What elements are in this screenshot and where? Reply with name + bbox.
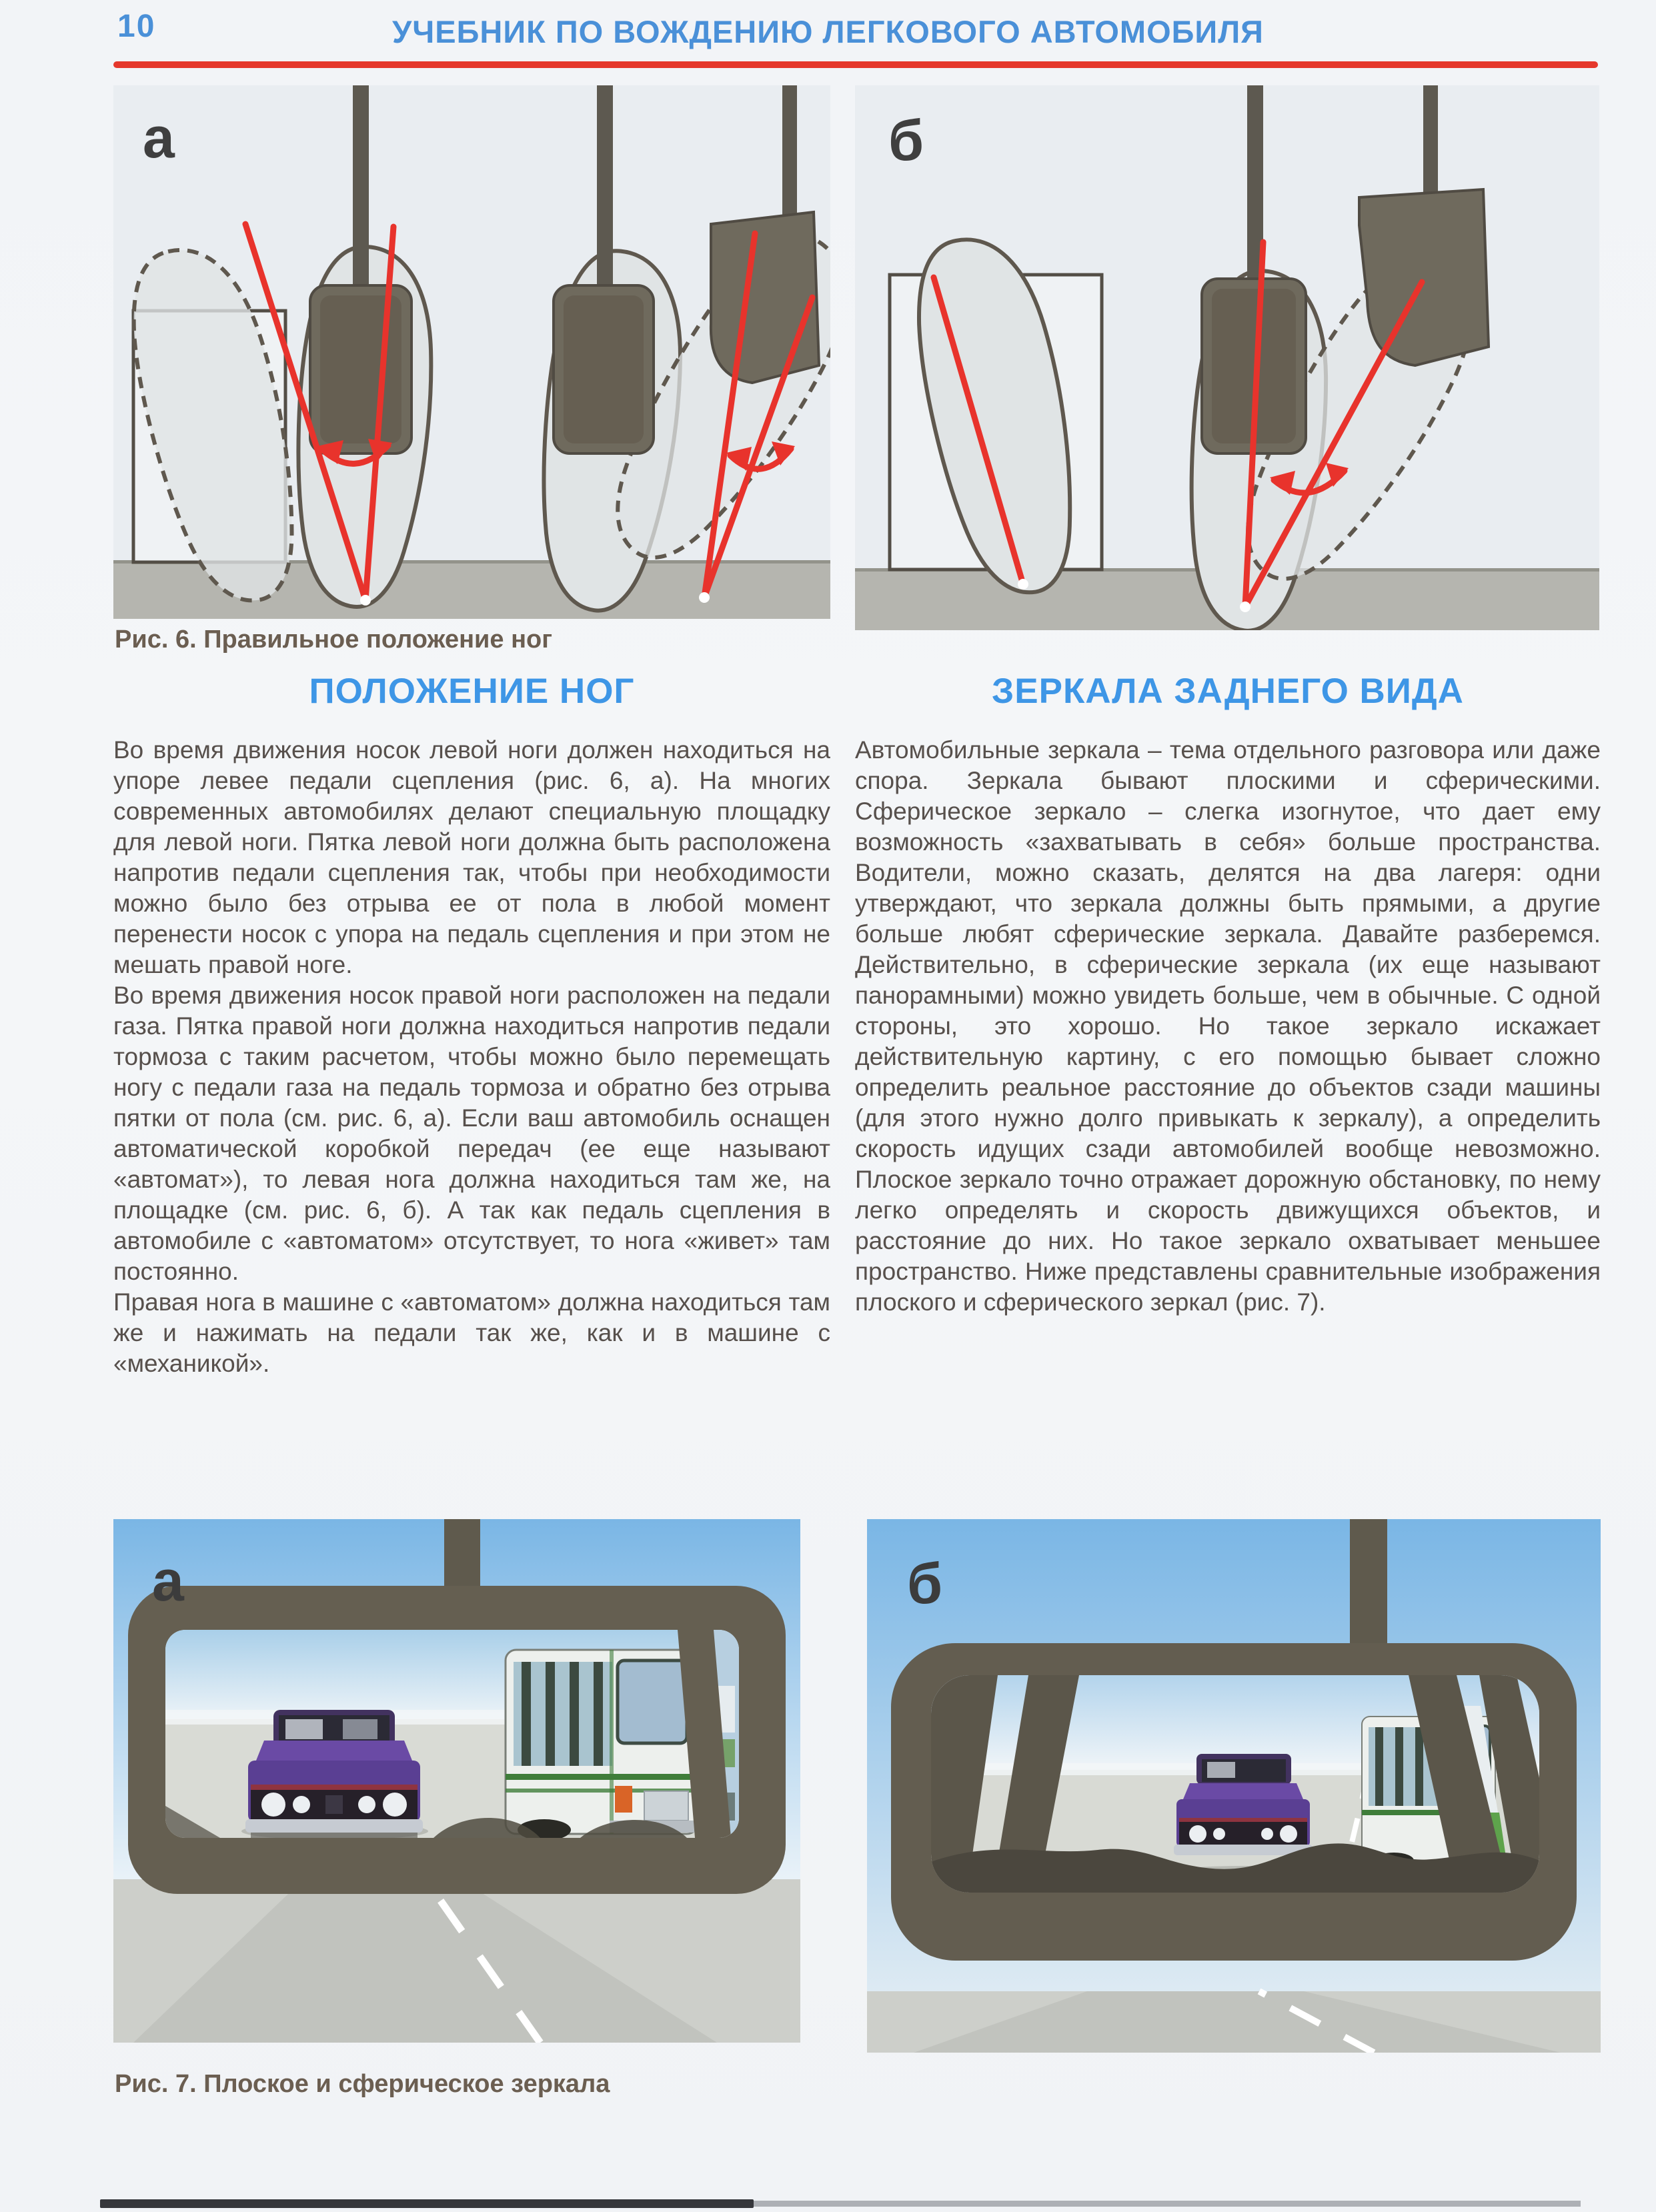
scan-edge-artifact bbox=[100, 2199, 754, 2208]
header-rule bbox=[113, 61, 1598, 68]
mirror-reflection bbox=[931, 1675, 1565, 1893]
feet-section-text bbox=[113, 735, 830, 1379]
road-ahead bbox=[113, 1879, 800, 2043]
fig6b-label: б bbox=[888, 109, 924, 173]
fig7-panel-a-flat-mirror bbox=[113, 1519, 800, 2043]
paragraph: Автомобильные зеркала – тема отдельного разговора или даже спора. Зеркала бывают плоскими и сферическими. Сферическое зеркало – слегка изогнутое, что дает ему возможность «захватывать в себя» больше пространства. Водители, можно сказать, делятся на два лагеря: одни утверждают, что зеркала должны быть прямыми, а другие больше любят сферические зеркала. Давайте разберемся. Действительно, в сферические зеркала (их еще называют панорамными) можно увидеть больше, чем в обычные. С одной стороны, это хорошо. Но такое зеркало искажает действительную картину, с его помощью бывает сложно определить реальное расстояние до объектов сзади машины (для этого нужно долго привыкать к зеркалу), а определить скорость идущих сзади автомобилей вообще невозможно. Плоское зеркало точно отражает дорожную обстановку, по нему легко определять и скорость движущихся объектов, и расстояние до них. Но такое зеркало охватывает меньшее пространство. Ниже представлены сравнительные изображения плоского и сферического зеркал (рис. 7). bbox=[855, 736, 1601, 1316]
section-heading-feet: ПОЛОЖЕНИЕ НОГ bbox=[309, 672, 635, 711]
mirror-stalk bbox=[1350, 1519, 1387, 1652]
page-header-title: УЧЕБНИК ПО ВОЖДЕНИЮ ЛЕГКОВОГО АВТОМОБИЛЯ bbox=[392, 14, 1264, 49]
fig7b-label: б bbox=[907, 1552, 943, 1616]
fig7a-label: а bbox=[152, 1549, 184, 1613]
fig6-panel-b-feet-automatic bbox=[855, 85, 1599, 630]
mirror-reflection bbox=[165, 1630, 739, 1841]
bus-reflection bbox=[506, 1650, 698, 1841]
fig7-panel-b-spherical-mirror bbox=[867, 1519, 1601, 2053]
paragraph: Правая нога в машине с «автоматом» должна находиться там же и нажимать на педали так же, как и в машине с «механикой». bbox=[113, 1288, 830, 1377]
road-ahead bbox=[867, 1991, 1601, 2053]
fig6-panel-a-feet-manual bbox=[113, 85, 830, 619]
scan-edge-artifact bbox=[754, 2201, 1581, 2207]
paragraph: Во время движения носок правой ноги расположен на педали газа. Пятка правой ноги должна находиться напротив педали тормоза с таким расчетом, чтобы можно было перемещать ногу с педали газа на педаль тормоза и обратно без отрыва пятки от пола (см. рис. 6, а). Если ваш автомобиль оснащен автоматической коробкой передач (ее еще называют «автомат»), то левая нога должна находиться там же, на площадке (см. рис. 6, б). А так как педаль сцепления в автомобиле с «автоматом» отсутствует, то нога «живет» там постоянно. bbox=[113, 982, 830, 1285]
fig6-caption: Рис. 6. Правильное положение ног bbox=[115, 626, 553, 654]
paragraph: Во время движения носок левой ноги должен находиться на упоре левее педали сцепления (рис. 6, а). На многих современных автомобилях делают специальную площадку для левой ноги. Пятка левой ноги должна быть расположена напротив педали сцепления так, чтобы при необходимости можно было без отрыва ее от пола в любой момент перенести носок с упора на педаль сцепления и при этом не мешать правой ноге. bbox=[113, 736, 830, 978]
fig6a-label: а bbox=[143, 106, 175, 170]
page-number: 10 bbox=[117, 9, 156, 44]
section-heading-mirrors: ЗЕРКАЛА ЗАДНЕГО ВИДА bbox=[992, 672, 1464, 711]
mirrors-section-text bbox=[855, 735, 1601, 1318]
fig7-caption: Рис. 7. Плоское и сферическое зеркала bbox=[115, 2070, 610, 2098]
